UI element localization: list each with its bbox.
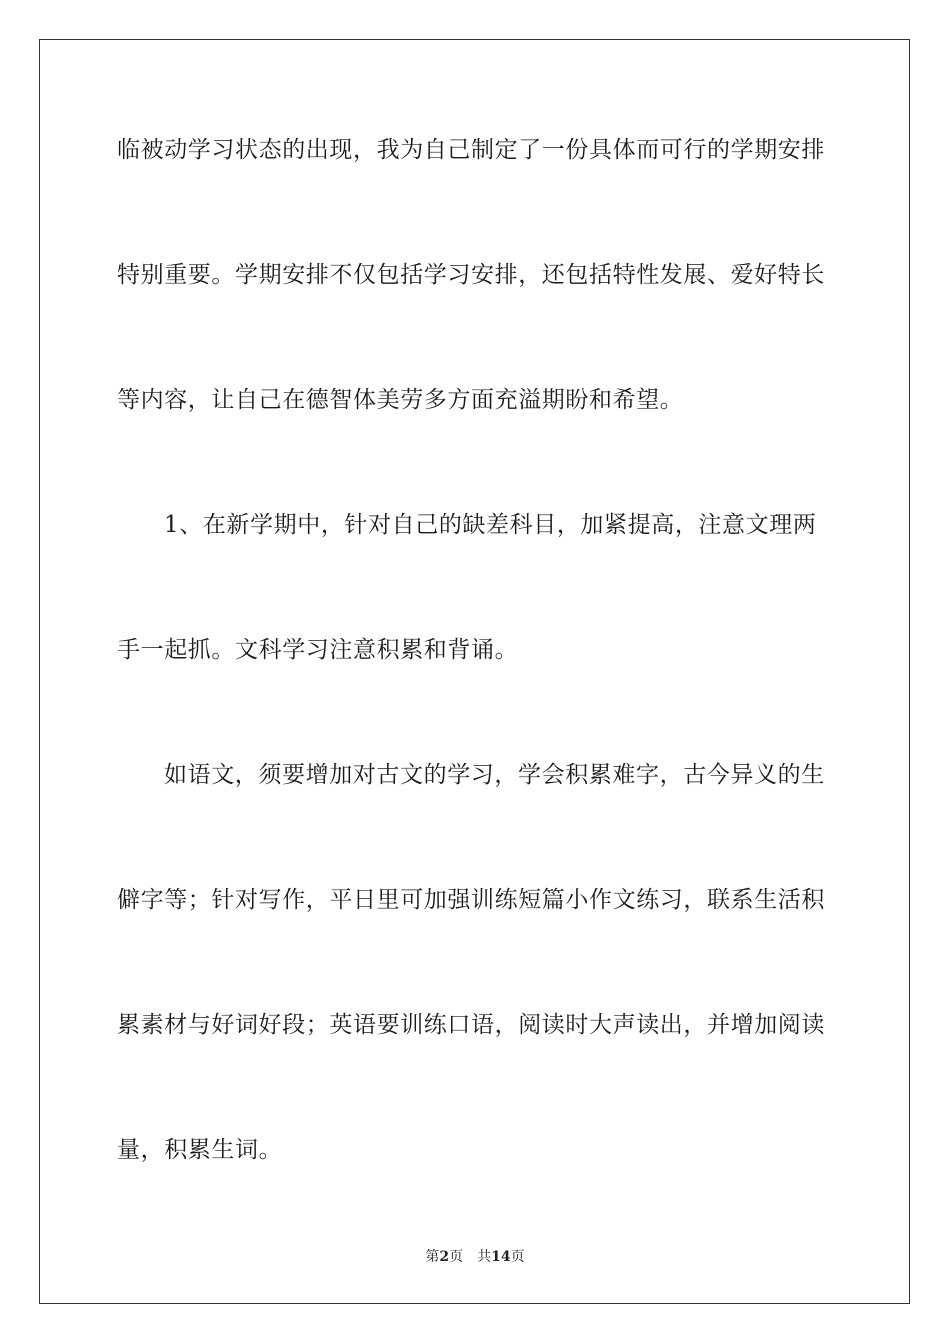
total-unit: 页 (510, 1249, 525, 1265)
body-text-line: 量，积累生词。 (117, 1137, 283, 1163)
total-pages: 14 (491, 1249, 511, 1265)
body-text-line: 僻字等；针对写作，平日里可加强训练短篇小作文练习，联系生活积 (117, 887, 825, 913)
body-text-line: 临被动学习状态的出现，我为自己制定了一份具体而可行的学期安排 (117, 137, 825, 163)
page-border (39, 39, 910, 1304)
body-text-line: 如语文，须要增加对古文的学习，学会积累难字，古今异义的生 (164, 762, 825, 788)
total-prefix: 共 (477, 1249, 492, 1265)
page-prefix: 第 (425, 1249, 440, 1265)
page-number: 2 (439, 1249, 450, 1265)
body-text-line: 特别重要。学期安排不仅包括学习安排，还包括特性发展、爱好特长 (117, 262, 825, 288)
body-text-line: 累素材与好词好段；英语要训练口语，阅读时大声读出，并增加阅读 (117, 1012, 825, 1038)
body-text-line: 手一起抓。文科学习注意积累和背诵。 (117, 637, 519, 663)
body-text-line: 等内容，让自己在德智体美劳多方面充溢期盼和希望。 (117, 387, 684, 413)
page-unit: 页 (449, 1249, 464, 1265)
body-text-line: 1、在新学期中，针对自己的缺差科目，加紧提高，注意文理两 (164, 512, 817, 538)
page-footer (0, 1248, 950, 1266)
